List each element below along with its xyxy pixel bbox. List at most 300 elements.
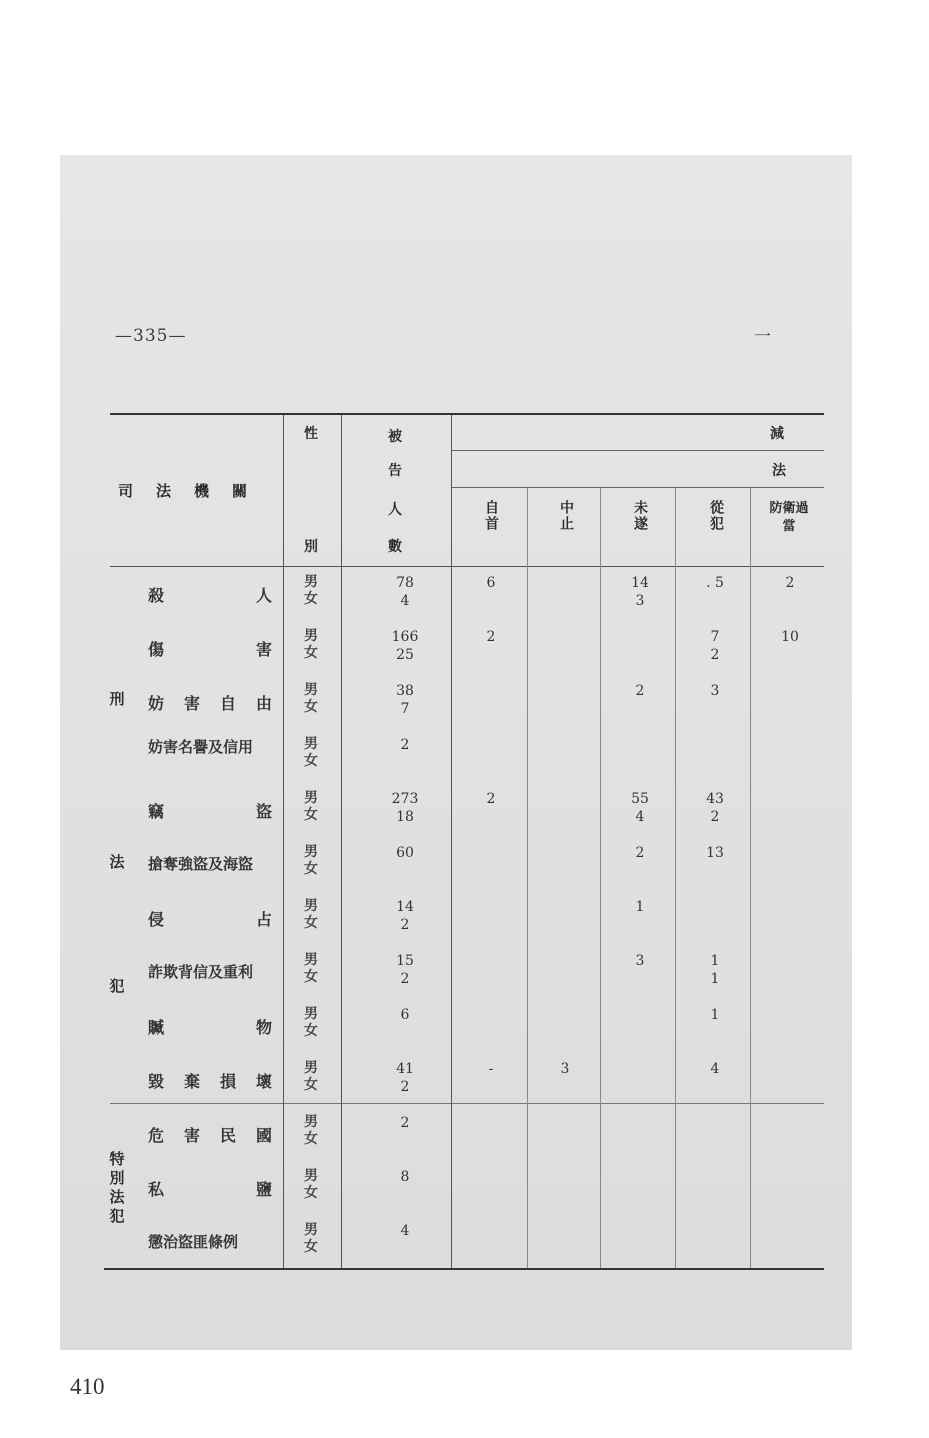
cell-zishou: [466, 628, 516, 664]
cell-zishou-male: [466, 736, 516, 754]
cell-congfan-female: 2: [710, 647, 720, 663]
cell-weisui-female: [615, 1240, 665, 1258]
cell-congfan-male: . 5: [706, 575, 724, 591]
header-org: 司 法 機 關: [118, 482, 252, 500]
sex-female: 女: [304, 591, 318, 607]
cell-count-female: 7: [400, 701, 410, 717]
category-criminal-law-2: 法: [109, 853, 125, 871]
cell-congfan-male: 1: [710, 1007, 720, 1023]
sex-cell: [300, 574, 322, 608]
crime-name: [148, 1015, 272, 1038]
header-bottom-rule: [110, 566, 824, 567]
cell-count-male: 8: [400, 1169, 410, 1185]
crime-name-char: 壞: [255, 1072, 272, 1091]
col-rule-count: [451, 415, 452, 1268]
sex-female: 女: [304, 1077, 318, 1093]
cell-zishou: [466, 682, 516, 718]
cell-weisui-female: 3: [635, 593, 645, 609]
crime-name: 詐欺背信及重利: [148, 963, 254, 981]
page-marker-right: 一: [754, 327, 771, 347]
cell-zhongzhi-male: 3: [560, 1061, 570, 1077]
crime-name-char: 私: [148, 1180, 165, 1199]
cell-fangwei: [765, 682, 815, 718]
group-sub-rule: [452, 450, 824, 451]
cell-count: [380, 790, 430, 826]
cell-congfan-male: [690, 1222, 740, 1240]
crime-name-char: 害: [183, 694, 200, 713]
cell-zhongzhi-male: [540, 736, 590, 754]
cell-zhongzhi: [540, 844, 590, 880]
sex-male: 男: [304, 1006, 318, 1022]
sex-male: 男: [304, 1114, 318, 1130]
sex-cell: [300, 1060, 322, 1094]
cell-count-male: 78: [396, 575, 414, 591]
col-rule-zhongzhi: [600, 488, 601, 1268]
cell-zhongzhi: [540, 1006, 590, 1042]
cell-fangwei-male: [765, 952, 815, 970]
col-rule-org: [283, 415, 284, 1268]
crime-name-char: 危: [148, 1126, 165, 1145]
header-col-congfan: 從犯: [708, 500, 724, 532]
cell-congfan: [690, 628, 740, 664]
col-rule-congfan: [750, 488, 751, 1268]
cell-fangwei-female: [765, 1240, 815, 1258]
cell-congfan-female: [690, 916, 740, 934]
crime-name: [148, 1177, 272, 1200]
cell-zishou-female: [466, 1024, 516, 1042]
sex-cell: [300, 736, 322, 770]
crime-name-char: 由: [255, 694, 272, 713]
cell-weisui-male: [615, 1006, 665, 1024]
cell-fangwei: [765, 898, 815, 934]
sex-female: 女: [304, 915, 318, 931]
cell-zishou-female: [466, 970, 516, 988]
crime-name-char: 民: [219, 1126, 236, 1145]
cell-zishou-male: [466, 1006, 516, 1024]
cell-congfan-female: 1: [710, 971, 720, 987]
header-sex-bottom: 別: [304, 539, 318, 555]
crime-name: 妨害名譽及信用: [148, 738, 254, 756]
cell-fangwei-male: [765, 1222, 815, 1240]
cell-congfan: [690, 898, 740, 934]
sex-cell: [300, 844, 322, 878]
cell-congfan-female: 2: [710, 809, 720, 825]
cell-zhongzhi-female: [540, 916, 590, 934]
cell-weisui-female: [615, 916, 665, 934]
cell-count-male: 15: [396, 953, 414, 969]
crime-name-char: 贓: [148, 1018, 165, 1037]
crime-name-char: 人: [255, 586, 272, 605]
cell-count-male: 14: [396, 899, 414, 915]
cell-congfan: [690, 1060, 740, 1096]
cell-zhongzhi-female: [540, 808, 590, 826]
cell-zhongzhi-female: [540, 754, 590, 772]
cell-fangwei-male: [765, 844, 815, 862]
crime-name-char: 盜: [255, 802, 272, 821]
sex-male: 男: [304, 1060, 318, 1076]
cell-fangwei-female: [765, 1132, 815, 1150]
sex-male: 男: [304, 1222, 318, 1238]
sex-male: 男: [304, 1168, 318, 1184]
cell-congfan-female: [690, 754, 740, 772]
sex-female: 女: [304, 1131, 318, 1147]
cell-zishou-female: [466, 808, 516, 826]
cell-congfan-female: [690, 1024, 740, 1042]
cell-weisui-male: 3: [635, 953, 645, 969]
cell-count: [380, 844, 430, 880]
crime-name: 懲治盜匪條例: [148, 1233, 239, 1251]
crime-name: [148, 637, 272, 660]
cell-fangwei-female: [765, 1078, 815, 1096]
cell-fangwei: [765, 1114, 815, 1150]
cell-count: [380, 682, 430, 718]
cell-fangwei-female: [765, 700, 815, 718]
cell-zishou-female: [466, 1240, 516, 1258]
sex-female: 女: [304, 861, 318, 877]
cell-fangwei-female: [765, 808, 815, 826]
cell-zishou: [466, 1006, 516, 1042]
header-defendants-3: 人: [388, 502, 402, 518]
cell-count-male: 38: [396, 683, 414, 699]
crime-name: [148, 907, 272, 930]
crime-name-char: 害: [183, 1126, 200, 1145]
cell-congfan-male: 1: [710, 953, 720, 969]
sex-female: 女: [304, 699, 318, 715]
category-criminal-law-1: 刑: [109, 690, 125, 708]
sex-female: 女: [304, 1023, 318, 1039]
cell-weisui-male: [615, 1060, 665, 1078]
cell-fangwei: [765, 844, 815, 880]
cell-count-female: [380, 1132, 430, 1150]
cell-congfan-male: 13: [706, 845, 724, 861]
cell-weisui-female: [615, 1078, 665, 1096]
cell-count-female: 18: [396, 809, 414, 825]
cell-congfan-female: [690, 1240, 740, 1258]
cell-weisui-male: [615, 628, 665, 646]
cell-fangwei-male: 10: [781, 629, 799, 645]
cell-zishou-female: [466, 646, 516, 664]
cell-zishou-male: [466, 682, 516, 700]
cell-fangwei: [765, 1168, 815, 1204]
cell-weisui-male: 1: [635, 899, 645, 915]
cell-fangwei-female: [765, 1024, 815, 1042]
col-rule-sex: [341, 415, 342, 1268]
cell-count-female: 2: [400, 971, 410, 987]
crime-name-char: 竊: [148, 802, 165, 821]
cell-congfan-female: [690, 1078, 740, 1096]
cell-weisui: [615, 1114, 665, 1150]
sex-female: 女: [304, 1239, 318, 1255]
cell-congfan: [690, 1168, 740, 1204]
cell-zhongzhi-male: [540, 898, 590, 916]
cell-fangwei: [765, 1060, 815, 1096]
cell-zhongzhi-male: [540, 844, 590, 862]
crime-name: [148, 1069, 272, 1092]
cell-zishou: [466, 1060, 516, 1096]
col-rule-weisui: [675, 488, 676, 1268]
cell-zishou: [466, 1222, 516, 1258]
cell-zhongzhi-male: [540, 1222, 590, 1240]
cell-count-male: 6: [400, 1007, 410, 1023]
cell-zishou: [466, 1168, 516, 1204]
cell-zhongzhi-male: [540, 628, 590, 646]
crime-name-char: 自: [219, 694, 236, 713]
cell-zishou-male: 2: [486, 791, 496, 807]
cell-zishou-male: 6: [486, 575, 496, 591]
cell-zhongzhi-female: [540, 862, 590, 880]
cell-count-female: 25: [396, 647, 414, 663]
cell-count: [380, 1114, 430, 1150]
cell-weisui: [615, 682, 665, 718]
cell-zhongzhi-male: [540, 682, 590, 700]
cell-fangwei-male: [765, 898, 815, 916]
cell-congfan-female: [690, 1186, 740, 1204]
cell-count: [380, 574, 430, 610]
cell-count: [380, 1222, 430, 1258]
crime-name-char: 損: [219, 1072, 236, 1091]
cell-congfan: [690, 790, 740, 826]
cell-zishou: [466, 1114, 516, 1150]
cell-congfan-male: 43: [706, 791, 724, 807]
cell-count-male: 166: [391, 629, 419, 645]
crime-name-char: 鹽: [255, 1180, 272, 1199]
sex-female: 女: [304, 1185, 318, 1201]
page-marker: —335—: [115, 326, 187, 346]
cell-fangwei-male: [765, 1168, 815, 1186]
cell-weisui-female: [615, 1186, 665, 1204]
cell-zhongzhi-male: [540, 790, 590, 808]
header-reduction: 減: [770, 426, 784, 442]
cell-fangwei: [765, 736, 815, 772]
cell-count-female: [380, 862, 430, 880]
cell-weisui: [615, 1222, 665, 1258]
cell-congfan: [690, 1222, 740, 1258]
cell-count-female: 2: [400, 1079, 410, 1095]
cell-congfan-female: [690, 700, 740, 718]
sex-female: 女: [304, 807, 318, 823]
crime-name-char: 殺: [148, 586, 165, 605]
cell-congfan-female: [690, 592, 740, 610]
cell-weisui-male: [615, 1168, 665, 1186]
cell-zishou-male: [466, 952, 516, 970]
sex-cell: [300, 790, 322, 824]
crime-name: 搶奪強盜及海盜: [148, 855, 254, 873]
sex-cell: [300, 628, 322, 662]
cell-zhongzhi-female: [540, 1024, 590, 1042]
crime-name-char: 國: [255, 1126, 272, 1145]
cell-weisui-male: [615, 1114, 665, 1132]
cell-zhongzhi: [540, 1114, 590, 1150]
sex-cell: [300, 898, 322, 932]
cell-congfan-male: [690, 736, 740, 754]
cell-zishou: [466, 898, 516, 934]
cell-zishou-male: [466, 1114, 516, 1132]
sex-cell: [300, 1168, 322, 1202]
cell-zishou-male: [466, 1168, 516, 1186]
cell-fangwei-male: [765, 790, 815, 808]
cell-zhongzhi-female: [540, 1186, 590, 1204]
crime-name-char: 侵: [148, 910, 165, 929]
cell-zhongzhi: [540, 682, 590, 718]
crime-name-char: 棄: [183, 1072, 200, 1091]
cell-weisui: [615, 1168, 665, 1204]
cell-weisui-female: [615, 1024, 665, 1042]
sex-male: 男: [304, 574, 318, 590]
cell-fangwei-male: 2: [785, 575, 795, 591]
cell-weisui: [615, 1006, 665, 1042]
cell-weisui-female: [615, 970, 665, 988]
cell-zishou-male: 2: [486, 629, 496, 645]
cell-zhongzhi: [540, 898, 590, 934]
cell-zhongzhi: [540, 1060, 590, 1096]
cell-zishou-female: [466, 1132, 516, 1150]
cell-fangwei-female: [765, 646, 815, 664]
cell-zishou-female: [466, 862, 516, 880]
cell-zhongzhi-male: [540, 1006, 590, 1024]
cell-count-male: 41: [396, 1061, 414, 1077]
cell-zishou-male: [466, 1222, 516, 1240]
header-sex-top: 性: [304, 426, 318, 442]
cell-congfan: [690, 844, 740, 880]
cell-zishou: [466, 736, 516, 772]
header-defendants-2: 告: [388, 463, 402, 479]
cell-zhongzhi-female: [540, 592, 590, 610]
cell-zishou: [466, 952, 516, 988]
cell-count-male: 60: [396, 845, 414, 861]
cell-fangwei-female: [765, 862, 815, 880]
cell-weisui: [615, 790, 665, 826]
cell-congfan-male: [690, 898, 740, 916]
cell-weisui-male: 55: [631, 791, 649, 807]
cell-congfan-male: [690, 1114, 740, 1132]
group-cols-rule: [452, 487, 824, 488]
cell-weisui-male: [615, 1222, 665, 1240]
cell-zishou: [466, 790, 516, 826]
cell-fangwei-female: [765, 754, 815, 772]
cell-zishou-female: [466, 700, 516, 718]
cell-zishou-female: [466, 754, 516, 772]
cell-zishou-male: [466, 844, 516, 862]
sex-male: 男: [304, 952, 318, 968]
sex-cell: [300, 1006, 322, 1040]
cell-count-male: 2: [400, 737, 410, 753]
crime-name-char: 害: [255, 640, 272, 659]
cell-fangwei-male: [765, 1006, 815, 1024]
cell-count-male: 273: [391, 791, 419, 807]
cell-count: [380, 628, 430, 664]
crime-name: [148, 1123, 272, 1146]
sex-cell: [300, 1114, 322, 1148]
table-bottom-rule: [104, 1268, 824, 1270]
cell-count-female: 2: [400, 917, 410, 933]
cell-weisui: [615, 574, 665, 610]
cell-weisui-female: [615, 700, 665, 718]
crime-name: [148, 799, 272, 822]
cell-weisui-female: [615, 646, 665, 664]
cell-congfan-female: [690, 1132, 740, 1150]
cell-zishou-female: [466, 916, 516, 934]
cell-zhongzhi-female: [540, 700, 590, 718]
cell-fangwei-male: [765, 736, 815, 754]
table-top-rule: [110, 413, 824, 415]
cell-count-male: 4: [400, 1223, 410, 1239]
cell-count-female: [380, 1186, 430, 1204]
cell-weisui: [615, 736, 665, 772]
sex-female: 女: [304, 969, 318, 985]
cell-zhongzhi: [540, 790, 590, 826]
cell-count: [380, 1006, 430, 1042]
cell-zishou-female: [466, 592, 516, 610]
cell-zishou-male: -: [488, 1061, 494, 1077]
cell-count: [380, 1168, 430, 1204]
cell-weisui: [615, 628, 665, 664]
header-reduction-law: 法: [772, 463, 786, 479]
cell-count-female: 4: [400, 593, 410, 609]
cell-fangwei: [765, 1006, 815, 1042]
crime-name-char: 毀: [148, 1072, 165, 1091]
cell-zhongzhi: [540, 1222, 590, 1258]
crime-name-char: 妨: [148, 694, 165, 713]
cell-congfan: [690, 1114, 740, 1150]
crime-name-char: 物: [255, 1018, 272, 1037]
sex-male: 男: [304, 682, 318, 698]
cell-fangwei-female: [765, 592, 815, 610]
cell-zhongzhi-female: [540, 970, 590, 988]
header-col-fangwei: 防衛過當: [769, 501, 809, 534]
cell-count-female: [380, 1240, 430, 1258]
cell-weisui-male: 14: [631, 575, 649, 591]
cell-zhongzhi-male: [540, 1168, 590, 1186]
header-defendants-1: 被: [388, 429, 402, 445]
cell-fangwei-female: [765, 1186, 815, 1204]
cell-congfan: [690, 952, 740, 988]
header-col-zishou: 自首: [483, 500, 499, 532]
sex-male: 男: [304, 844, 318, 860]
sex-male: 男: [304, 898, 318, 914]
cell-weisui-female: 4: [635, 809, 645, 825]
cell-zhongzhi: [540, 736, 590, 772]
cell-weisui: [615, 898, 665, 934]
cell-count-female: [380, 1024, 430, 1042]
cell-weisui: [615, 1060, 665, 1096]
cell-zishou-male: [466, 898, 516, 916]
cell-weisui-male: [615, 736, 665, 754]
sex-female: 女: [304, 753, 318, 769]
cell-congfan-male: 4: [710, 1061, 720, 1077]
special-law-rule: [110, 1103, 824, 1104]
cell-count: [380, 1060, 430, 1096]
category-special-law: 特別法犯: [109, 1150, 125, 1225]
cell-zishou-female: [466, 1078, 516, 1096]
cell-count: [380, 898, 430, 934]
cell-weisui-female: [615, 862, 665, 880]
cell-weisui-female: [615, 1132, 665, 1150]
cell-zhongzhi-male: [540, 574, 590, 592]
crime-name-char: 傷: [148, 640, 165, 659]
category-criminal-law-3: 犯: [109, 977, 125, 995]
sex-female: 女: [304, 645, 318, 661]
cell-zhongzhi: [540, 628, 590, 664]
cell-fangwei-female: [765, 970, 815, 988]
cell-fangwei: [765, 790, 815, 826]
cell-zishou-female: [466, 1186, 516, 1204]
cell-weisui-male: 2: [635, 845, 645, 861]
cell-zhongzhi-female: [540, 1132, 590, 1150]
cell-zhongzhi: [540, 1168, 590, 1204]
sex-cell: [300, 682, 322, 716]
cell-congfan: [690, 736, 740, 772]
sex-cell: [300, 1222, 322, 1256]
